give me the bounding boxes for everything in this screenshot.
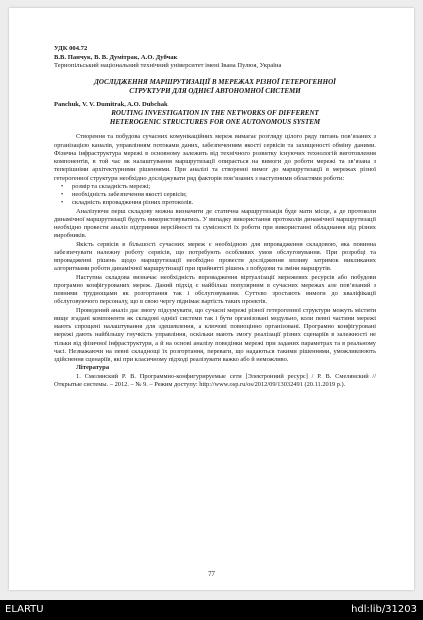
authors-uk: В.В. Панчук, В. В. Думітрак, А.О. Дубчак — [54, 53, 178, 61]
document-page — [9, 8, 414, 590]
references-heading: Література — [76, 364, 110, 372]
reference-item: 1. Смелянский Р. В. Программно-конфигурируемые сети [Электронний ресурс] / Р. В. Смелянский // Открытые системы. – 2012. – № 9. – Режим доступу: http://www.osp.ru/os/2012/09/13032491 (20.11.2019 р.). — [54, 372, 376, 389]
title-en-line-1: ROUTING INVESTIGATION IN THE NETWORKS OF DIFFERENT — [111, 109, 319, 118]
repository-footer-bar — [0, 600, 423, 620]
paragraph-virtualization: Наступна складова визначає необхідність впровадження віртуалізації мережевих ресурсів або побудови програмно конфігурованих мереж. Даний підхід є найбільш популярним в сучасних мережах але пов’язаний з певними труднощами як розгортання так і обслуговування. Суттєво зростають вимоги до кваліфікації обслуговуючого персоналу, що в свою чергу піднімає вартість таких проектів. — [54, 273, 376, 306]
page-content — [54, 45, 376, 389]
handle-link[interactable]: hdl:lib/31203 — [351, 604, 417, 615]
list-item: • розмір та складність мережі; — [72, 183, 376, 191]
title-uk-line-2: СТРУКТУРИ ДЛЯ ОДНІЄЇ АВТОНОМНОЇ СИСТЕМИ — [129, 86, 301, 95]
title-uk-line-1: ДОСЛІДЖЕННЯ МАРШРУТИЗАЦІЇ В МЕРЕЖАХ РІЗНОЇ ГЕТЕРОГЕННОЇ — [94, 77, 336, 86]
authors-en: Panchuk, V. V. Dumitrak, A.O. Dubchak — [54, 100, 168, 108]
paragraph-conclusion: Проведений аналіз дає змогу підсумувати, що сучасні мережі різної гетерогенної структури можуть містити вище згадані компоненти як складові однієї системи так і бути організовані модульно, коли певні частини мережі мають спрощені налаштування для здешевлення, а ключові повноцінно організовані. Програмно конфігуровані мережі дають найбільшу гнучкість управління, оскільки мають змогу реалізації різних сценаріїв в залежності не тільки від фізичної інфраструктури, а й на основі аналізу поведінки мережі при заданих параметрах та в реальному часі. Незважаючи на певні складнощі їх розгортання, переваги, що надаються такими рішеннями, уможливлюють здійснення сценаріїв, які при класичному підході реалізувати важко або й неможливо. — [54, 306, 376, 364]
page-number: 77 — [208, 571, 215, 578]
udk-code: УДК 004.72 — [54, 45, 88, 52]
affiliation: Тернопільський національний технічний університет імені Івана Пулюя, Україна — [54, 62, 282, 70]
list-item: • необхідність забезпечення якості сервісів; — [72, 191, 376, 199]
title-en-line-2: HETEROGENIC STRUCTURES FOR ONE AUTONOMOUS SYSTEM — [109, 118, 321, 127]
list-item: • складність впровадження різних протоколів. — [72, 199, 376, 207]
repository-name: ELARTU — [5, 604, 44, 615]
paragraph-qos: Якість сервісів в більшості сучасних мереж є необхідною для впровадження складовою, яка повинна забезпечувати належну роботу сервісів, що потребують особливих умов обслуговування. При розробці та впровадженні рішень щодо маршрутизації необхідно провести дослідження впливу затримок викликаних алгоритмами роботи динамічної маршрутизації при прийнятті рішень з побудови та зміни маршрутів. — [54, 240, 376, 273]
paragraph-intro: Створення та побудова сучасних комунікаційних мереж вимагає розгляду цілого ряду питань пов’язаних з організацією каналів, управлінням потоками даних, забезпеченням якості сервісів та захищеності обміну даними. Фізична інфраструктура мережі в основному залежить від технічного розвитку існуючих технологій виготовлення компонентів, в той час як налаштування маршрутизації опирається на вимоги до роботи мережі та зв’язана з теперішніми архітектурними рішеннями. При аналізі та створенні вимог до маршрутизації в мережах різної гетерогенної структури необхідно досліджувати ряд факторів пов’язаних з наступними областями роботи: — [54, 133, 376, 182]
paragraph-static-routing: Аналізуючи перш складову можна визначити де статична маршрутизація буде мати місце, а де протоколи динамічної маршрутизації будуть використовуватись. У випадку використання протоколів динамічної маршрутизації необхідно провести аналіз підтримки версійності та сумісності їх роботи при використанні обладнання від різних виробників. — [54, 207, 376, 240]
factor-list — [54, 183, 376, 208]
